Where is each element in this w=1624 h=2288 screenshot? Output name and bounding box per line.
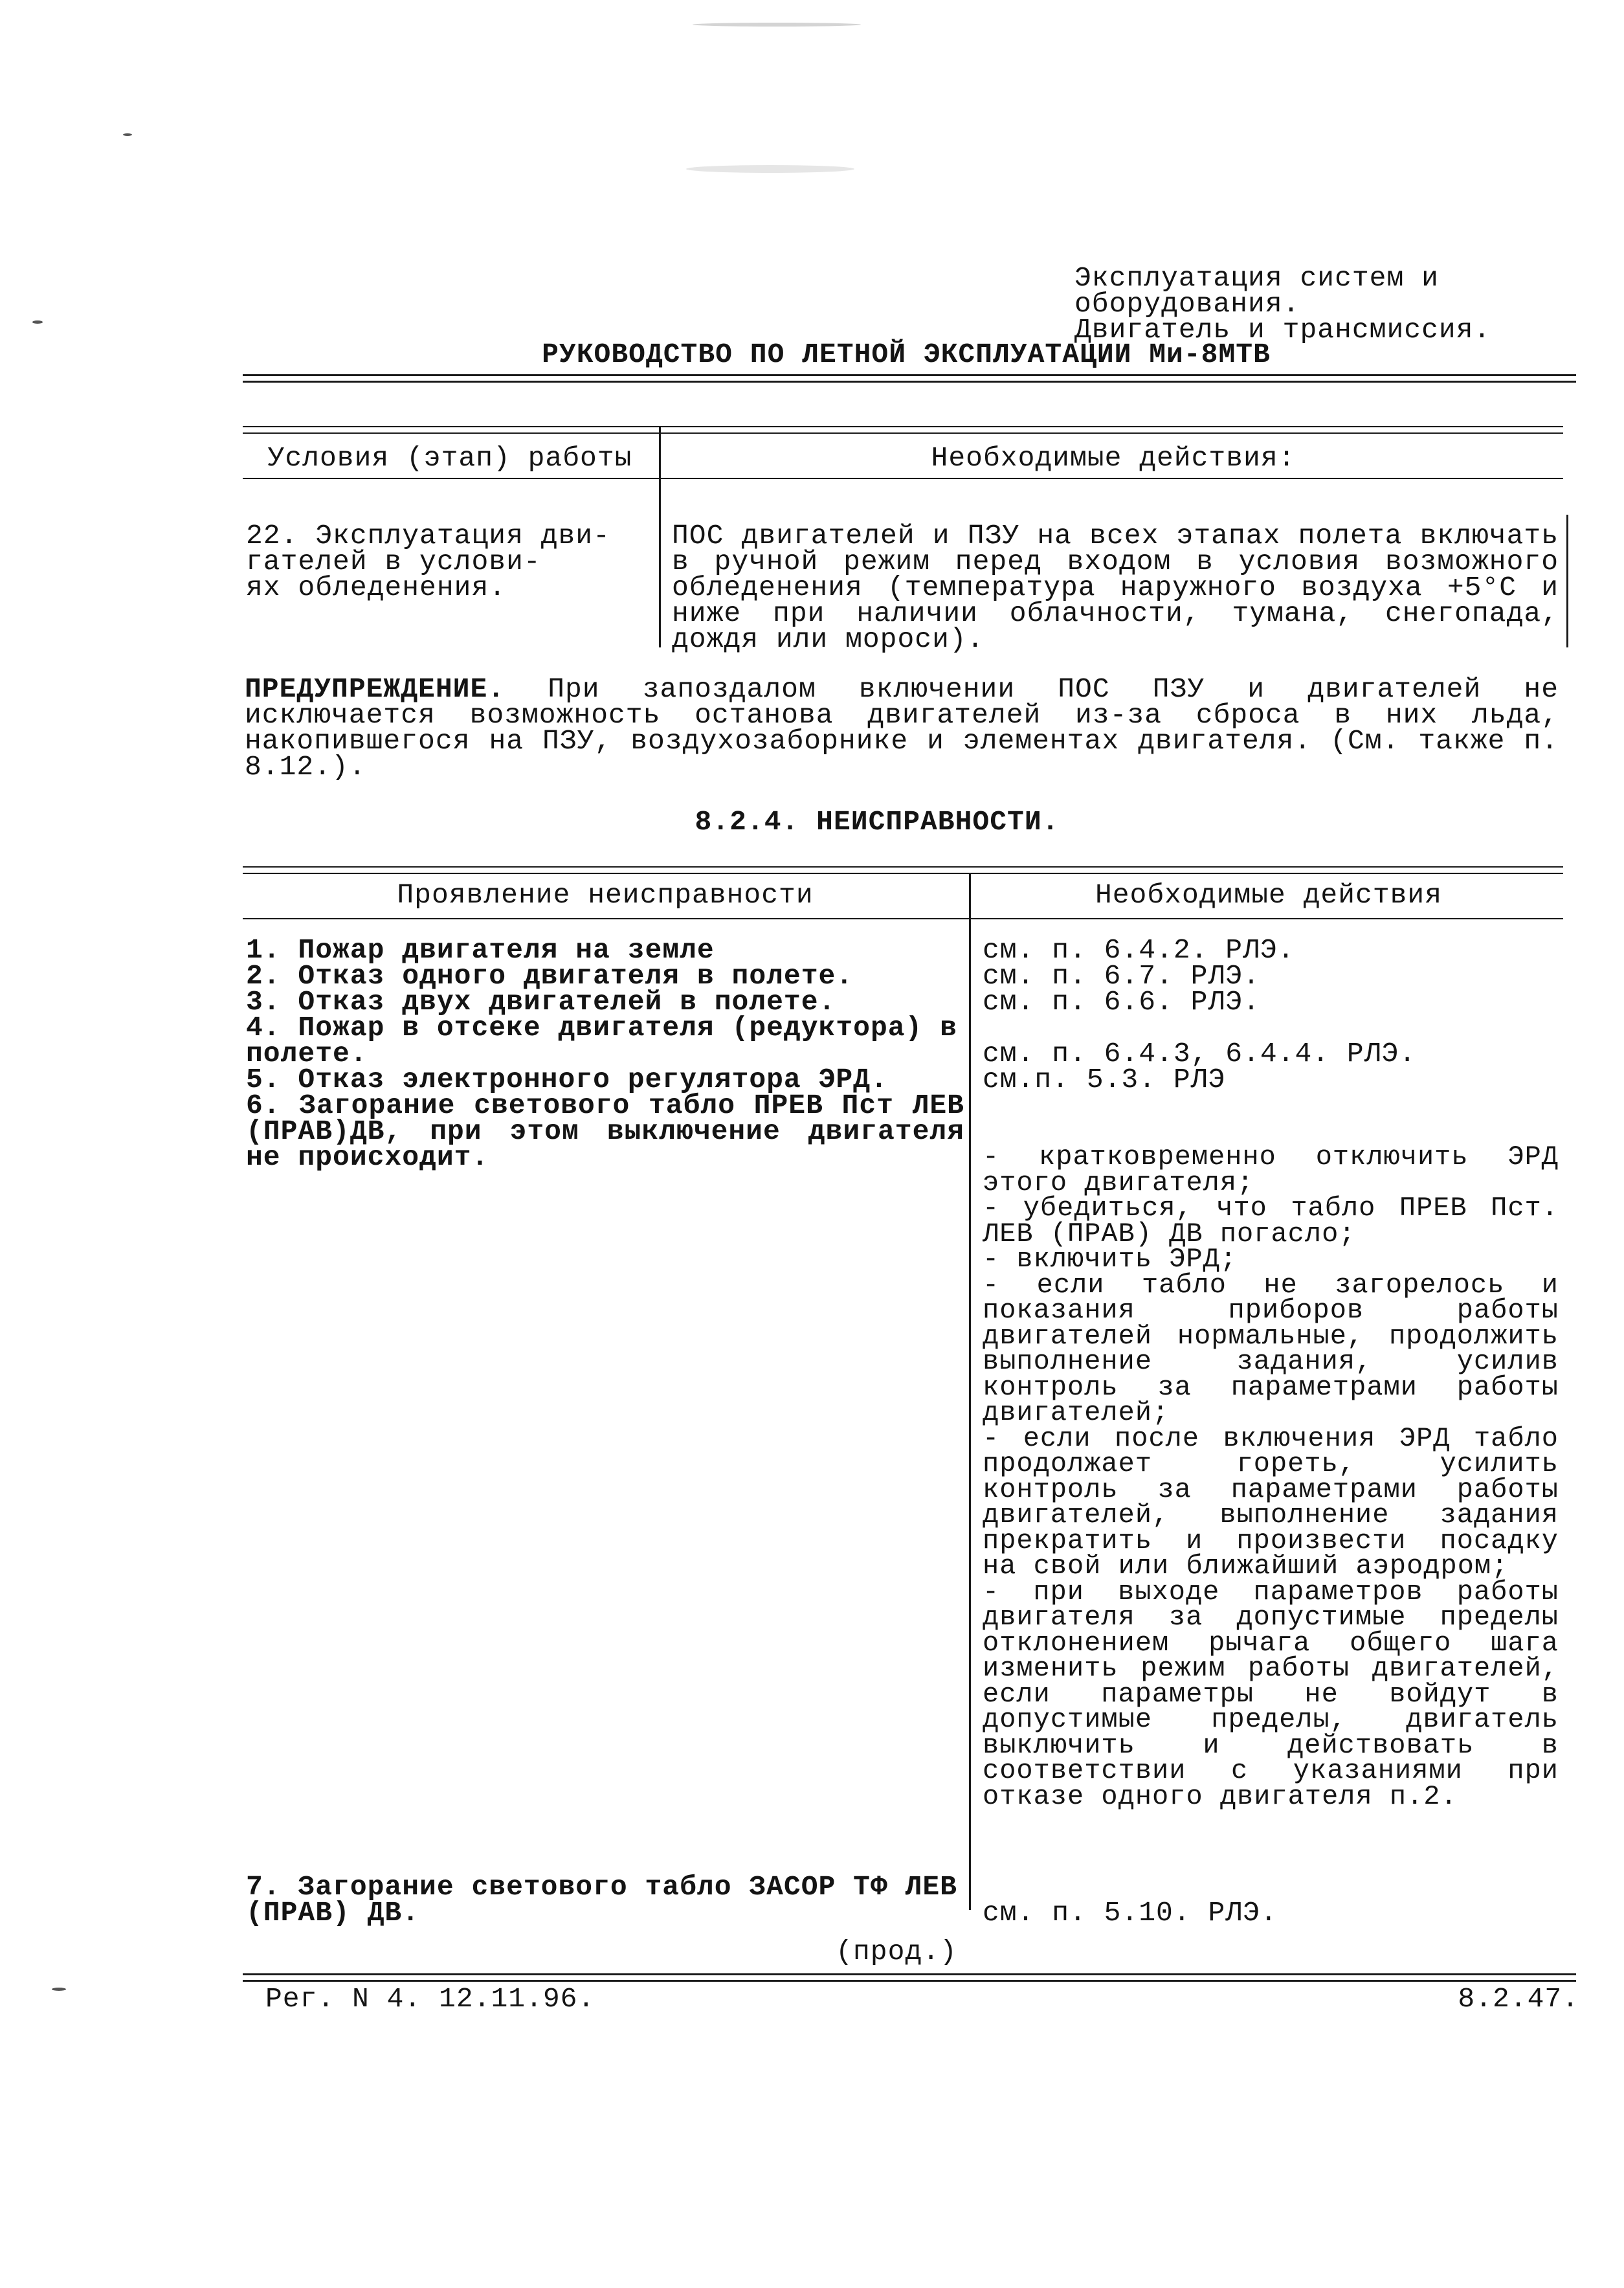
footer-rule [243, 1980, 1576, 1982]
fault-action: см. п. 6.7. РЛЭ. [983, 960, 1260, 992]
registration-number: Рег. N 4. 12.11.96. [265, 1983, 595, 2015]
condition-cell: 22. Эксплуатация дви- гателей в услови- ях обледенения. [246, 520, 610, 603]
scan-speck [32, 320, 43, 324]
section-caption-line: Эксплуатация систем и [1074, 262, 1439, 294]
fault-item: 4. Пожар в отсеке двигателя (редуктора) в полете. [246, 1012, 957, 1070]
table-rule [243, 478, 1563, 479]
table-column-divider [969, 874, 971, 1910]
warning-text: При запоздалом включении ПОС ПЗУ и двигателей не исключается возможность останова двигателей из-за сброса в них льда, накопившегося на ПЗУ, воздухозаборнике и элементах двигателя. (См. также п. 8.12.). [245, 673, 1559, 783]
fault-action: см. п. 6.4.3, 6.4.4. РЛЭ. [983, 1038, 1417, 1070]
section-caption-line: оборудования. [1074, 288, 1300, 320]
warning-label: ПРЕДУПРЕЖДЕНИЕ. [245, 673, 506, 705]
scan-speck [693, 23, 861, 27]
fault-item: 3. Отказ двух двигателей в полете. [246, 986, 836, 1018]
action-cell: ПОС двигателей и ПЗУ на всех этапах полета включать в ручной режим перед входом в условия возможного обледенения (температура наружного воздуха +5°С и ниже при наличии облачности, тумана, снегопада, дождя или мороси). [672, 520, 1559, 655]
faults-col2-header: Необходимые действия [1095, 879, 1443, 911]
conditions-col2-header: Необходимые действия: [931, 442, 1296, 474]
faults-col1-header: Проявление неисправности [397, 879, 814, 911]
manual-title: РУКОВОДСТВО ПО ЛЕТНОЙ ЭКСПЛУАТАЦИИ Ми-8МТВ [542, 339, 1271, 370]
continued-note: (прод.) [836, 1936, 957, 1968]
fault-action: см. п. 6.4.2. РЛЭ. [983, 934, 1295, 966]
conditions-col1-header: Условия (этап) работы [267, 442, 632, 474]
header-rule [243, 381, 1576, 383]
table-rule [243, 432, 1563, 434]
section-heading: 8.2.4. НЕИСПРАВНОСТИ. [695, 806, 1060, 838]
fault-item: 6. Загорание светового табло ПРЕВ Пст ЛЕВ (ПРАВ)ДВ, при этом выключение двигателя не происходит. [246, 1090, 964, 1173]
section-caption [1074, 262, 1592, 346]
scan-speck [123, 133, 132, 136]
table-rule [243, 866, 1563, 868]
table-right-border [1566, 515, 1568, 647]
fault-action: см. п. 6.6. РЛЭ. [983, 986, 1260, 1018]
table-rule [243, 426, 1563, 427]
fault-item: 1. Пожар двигателя на земле [246, 934, 715, 966]
fault-item: 5. Отказ электронного регулятора ЭРД. [246, 1064, 888, 1095]
table-rule [243, 873, 1563, 874]
table-rule [243, 918, 1563, 919]
scan-speck [52, 1988, 66, 1991]
section-caption-line: Двигатель и трансмиссия. [1074, 314, 1491, 346]
scan-speck [686, 165, 854, 173]
fault-item: 2. Отказ одного двигателя в полете. [246, 960, 854, 992]
fault-action: см.п. 5.3. РЛЭ [983, 1064, 1226, 1095]
warning-block [245, 673, 1559, 783]
page-number: 8.2.47. [1458, 1983, 1579, 2015]
fault-action: см. п. 5.10. РЛЭ. [983, 1897, 1278, 1929]
fault-item: 7. Загорание светового табло ЗАСОР ТФ ЛЕВ (ПРАВ) ДВ. [246, 1871, 957, 1929]
header-rule [243, 374, 1576, 376]
footer-rule [243, 1973, 1576, 1975]
fault-action: - кратковременно отключить ЭРД этого двигателя; - убедиться, что табло ПРЕВ Пст. ЛЕВ (ПРАВ) ДВ погасло; - включить ЭРД; - если табло не загорелось и показания приборов работы двигателей нормальные, продолжить выполнение задания, усилив контроль за параметрами работы двигателей; - если после включения ЭРД табло продолжает гореть, усилить контроль за параметрами работы двигателей, выполнение задания прекратить и произвести посадку на свой или ближайший аэродром; - при выходе параметров работы двигателя за допустимые пределы отклонением рычага общего шага изменить режим работы двигателей, если параметры не войдут в допустимые пределы, двигатель выключить и действовать в соответствии с указаниями при отказе одного двигателя п.2. [983, 1141, 1559, 1812]
